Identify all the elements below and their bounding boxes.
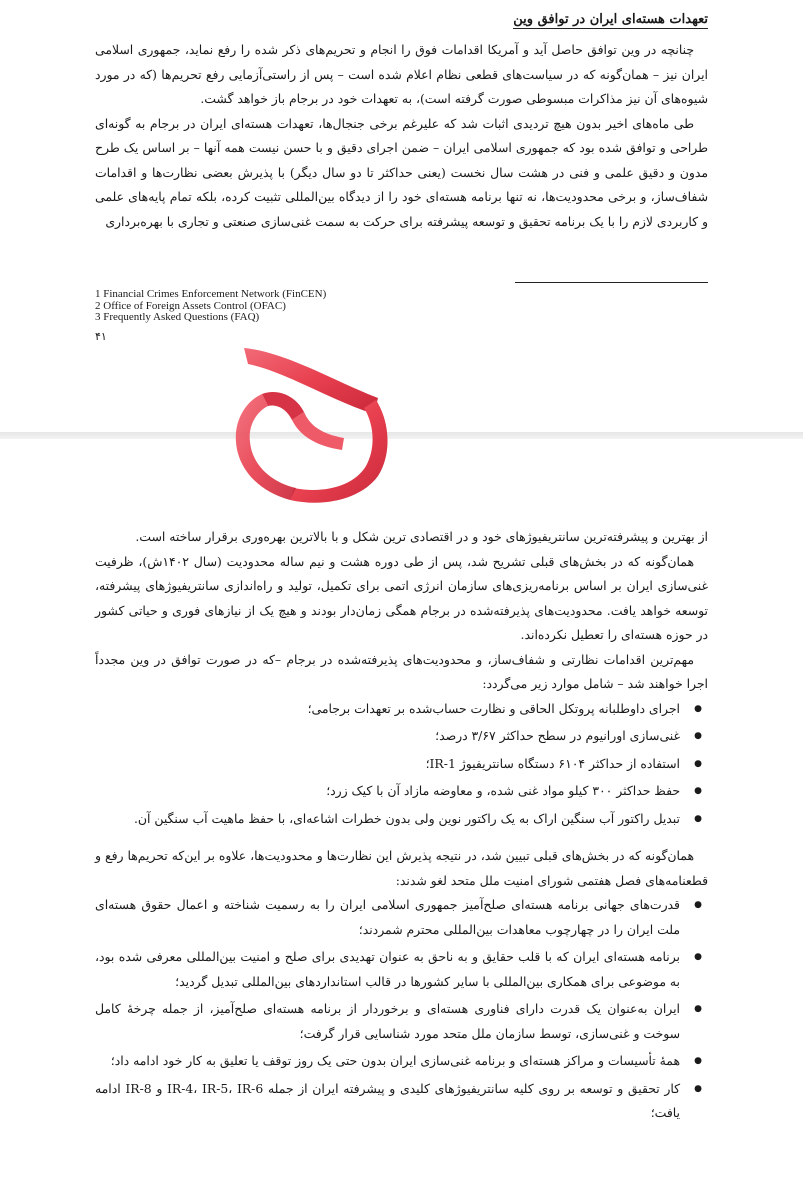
footnote: 3 Frequently Asked Questions (FAQ) [95, 311, 260, 323]
list-item: ● قدرت‌های جهانی برنامه هسته‌ای صلح‌آمیز جمهوری اسلامی ایران را به رسمیت شناخته و اعمال حقوق هسته‌ای ملت ایران را در چهارچوب معاهدات بین‌المللی محترم شمردند؛ [95, 893, 680, 942]
list-item: ● غنی‌سازی اورانیوم در سطح حداکثر ۳/۶۷ درصد؛ [95, 724, 680, 749]
list-item: ● برنامه هسته‌ای ایران که با قلب حقایق و به ناحق به عنوان تهدیدی برای صلح و امنیت بین‌المللی معرفی شده بود، به موضوعی برای همکاری بین‌المللی با سایر کشورها در قالب استانداردهای بین‌المللی تبدیل گردید؛ [95, 945, 680, 994]
paragraph: چنانچه در وین توافق حاصل آید و آمریکا اقدامات فوق را انجام و تحریم‌های ذکر شده را رفع نماید، جمهوری اسلامی ایران نیز – همان‌گونه که در سیاست‌های قطعی نظام اعلام شده است – پس از راستی‌آزمایی رفع تحریم‌ها (که در مورد شیوه‌های آن نیز مذاکرات مبسوطی صورت گرفته است)، به تعهدات خود در برجام باز خواهد گشت. [95, 42, 708, 106]
list-item: ● استفاده از حداکثر ۶۱۰۴ دستگاه سانتریفیوژ IR-1؛ [95, 752, 680, 777]
footnotes [95, 289, 326, 324]
paragraph: همان‌گونه که در بخش‌های قبلی تشریح شد، پس از طی دوره هشت و نیم ساله محدودیت (سال ۱۴۰۲ش)، ظرفیت غنی‌سازی ایران بر اساس برنامه‌ریزی‌های سازمان انرژی اتمی برای تکمیل، تولید و راه‌اندازی سانتریفیوژهای پیشرفته، توسعه خواهد یافت. محدودیت‌های پذیرفته‌شده در برجام همگی زمان‌دار بودند و هیچ یک از نیازهای فوری و حیاتی کشور در حوزه هسته‌ای را تعطیل نکرده‌اند. [95, 553, 708, 642]
paragraph: همان‌گونه که در بخش‌های قبلی تبیین شد، در نتیجه پذیرش این نظارت‌ها و محدودیت‌ها، علاوه بر این‌که تحریم‌ها رفع و قطعنامه‌های فصل هفتمی شورای امنیت ملل متحد لغو شدند: [95, 848, 708, 888]
footnote-rule [515, 282, 708, 283]
section-title: تعهدات هسته‌ای ایران در توافق وین [513, 12, 708, 27]
ribbon-logo-icon [226, 342, 402, 518]
footnote: 2 Office of Foreign Assets Control (OFAC) [95, 299, 286, 312]
list-item: ● ایران به‌عنوان یک قدرت دارای فناوری هسته‌ای و برخوردار از برنامه هسته‌ای صلح‌آمیز، از جمله چرخهٔ کامل سوخت و غنی‌سازی، توسط سازمان ملل متحد مورد شناسایی قرار گرفت؛ [95, 997, 680, 1046]
paragraph: مهم‌ترین اقدامات نظارتی و شفاف‌ساز، و محدودیت‌های پذیرفته‌شده در برجام –که در صورت توافق در وین مجدداً اجرا خواهند شد – شامل موارد زیر می‌گردد: [95, 651, 708, 691]
paragraph: از بهترین و پیشرفته‌ترین سانتریفیوژهای خود و در اقتصادی ترین شکل و با بالاترین بهره‌وری برقرار ساخته است. [135, 529, 708, 544]
upper-body-text [95, 38, 708, 234]
list-item: ● حفظ حداکثر ۳۰۰ کیلو مواد غنی شده، و معاوضه مازاد آن با کیک زرد؛ [95, 779, 680, 804]
results-list [95, 893, 708, 1126]
commitments-list [95, 697, 708, 832]
paragraph: طی ماه‌های اخیر بدون هیچ تردیدی اثبات شد که علیرغم برخی جنجال‌ها، تعهدات هسته‌ای ایران در برجام به گونه‌ای طراحی و توافق شده بود که جمهوری اسلامی ایران – ضمن اجرای دقیق و با حسن نیست همه آنها – بر اساس یک طرح مدون و دقیق علمی و فنی در هشت سال نخست (یعنی حداکثر تا دو سال دیگر) با پذیرش بعضی نظارت‌ها و اقدامات شفاف‌ساز، و برخی محدودیت‌ها، نه تنها برنامه هسته‌ای خود را از دیدگاه بین‌المللی تثبیت کرده، بلکه تمام پایه‌های علمی و کاربردی لازم را با یک برنامه تحقیق و توسعه پیشرفته برای حرکت به سمت غنی‌سازی صنعتی و تجاری با بهره‌برداری [95, 115, 708, 229]
list-item: ● اجرای داوطلبانه پروتکل الحاقی و نظارت حساب‌شده بر تعهدات برجامی؛ [95, 697, 680, 722]
list-item: ● تبدیل راکتور آب سنگین اراک به یک راکتور نوین ولی بدون خطرات اشاعه‌ای، با حفظ ماهیت آب سنگین آن. [95, 807, 680, 832]
footnote: 1 Financial Crimes Enforcement Network (FinCEN) [95, 288, 327, 300]
list-item: ● کار تحقیق و توسعه بر روی کلیه سانتریفیوژهای کلیدی و پیشرفته ایران از جمله IR-4، IR-5، IR-6 و IR-8 ادامه یافت؛ [95, 1077, 680, 1126]
page-number: ۴۱ [95, 330, 107, 343]
list-item: ● همهٔ تأسیسات و مراکز هسته‌ای و برنامه غنی‌سازی ایران بدون حتی یک روز توقف یا تعلیق به کار خود ادامه داد؛ [95, 1049, 680, 1074]
lower-body-text [95, 525, 708, 1129]
